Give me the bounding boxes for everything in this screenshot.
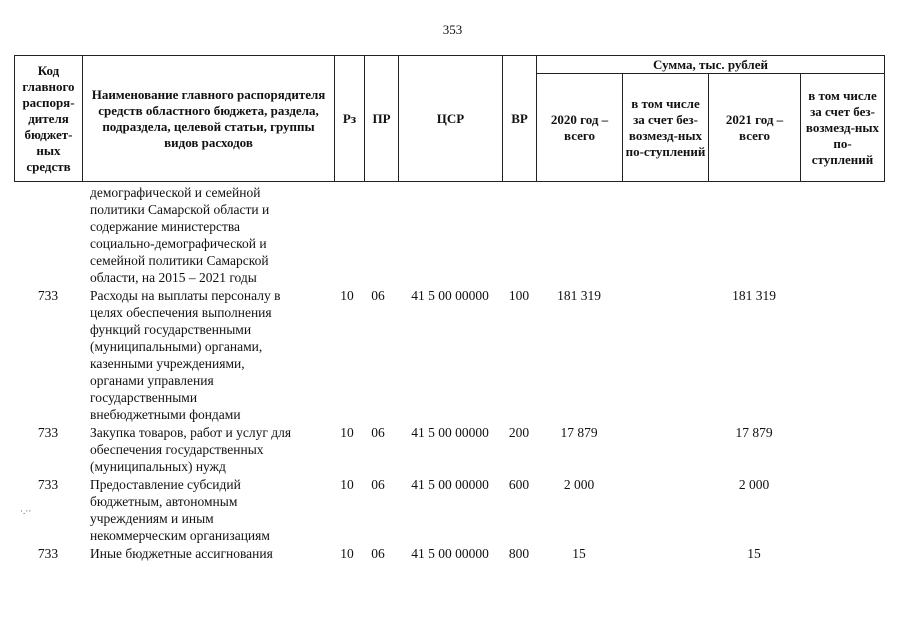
row-name: Предоставление субсидий бюджетным, автономным учреждениям и иным некоммерческим организациям xyxy=(90,477,270,543)
header-pr: ПР xyxy=(365,56,399,182)
table-row xyxy=(14,287,884,424)
row-rz: 10 xyxy=(340,425,354,440)
row-code: 733 xyxy=(37,425,59,440)
header-rz: Рз xyxy=(335,56,365,182)
header-2021-total: 2021 год – всего xyxy=(709,74,801,182)
row-sum-2021: 2 000 xyxy=(738,477,770,492)
row-code: 733 xyxy=(37,477,59,492)
table-body xyxy=(14,184,884,565)
header-name: Наименование главного распорядителя средств областного бюджета, раздела, подраздела, целевой статьи, группы видов расходов xyxy=(83,56,335,182)
header-sum-group: Сумма, тыс. рублей xyxy=(537,56,885,74)
row-sum-2020: 2 000 xyxy=(563,477,595,492)
header-vr: ВР xyxy=(503,56,537,182)
table-row xyxy=(14,424,884,476)
row-rz: 10 xyxy=(340,477,354,492)
row-pr: 06 xyxy=(371,425,385,440)
row-rz: 10 xyxy=(340,546,354,561)
row-csr: 41 5 00 00000 xyxy=(411,546,489,561)
page-number: 353 xyxy=(442,22,463,37)
row-csr: 41 5 00 00000 xyxy=(411,288,489,303)
row-csr: 41 5 00 00000 xyxy=(411,425,489,440)
header-2020-free: в том числе за счет без-возмезд-ных по-ступлений xyxy=(623,74,709,182)
table-row xyxy=(14,476,884,545)
row-code: 733 xyxy=(37,546,59,561)
row-name: Закупка товаров, работ и услуг для обеспечения государственных (муниципальных) нужд xyxy=(90,425,292,474)
table-header xyxy=(14,55,885,182)
row-sum-2020: 15 xyxy=(572,546,586,561)
row-sum-2021: 15 xyxy=(747,546,761,561)
header-2021-free: в том числе за счет без-возмезд-ных по-ступлений xyxy=(801,74,885,182)
row-sum-2021: 181 319 xyxy=(732,288,776,303)
row-pr: 06 xyxy=(371,288,385,303)
header-code: Код главного распоря-дителя бюджет-ных средств xyxy=(15,56,83,182)
row-vr: 200 xyxy=(508,425,530,440)
row-vr: 100 xyxy=(508,288,530,303)
row-sum-2021: 17 879 xyxy=(735,425,773,440)
table-row xyxy=(14,545,884,565)
row-code: 733 xyxy=(37,288,59,303)
row-rz: 10 xyxy=(340,288,354,303)
row-vr: 800 xyxy=(508,546,530,561)
row-name: Иные бюджетные ассигнования xyxy=(90,546,273,561)
row-name: Расходы на выплаты персоналу в целях обеспечения выполнения функций государственными (муниципальными) органами, казенными учреждениями, органами управления государственными внебюджетными фондами xyxy=(90,288,281,422)
header-csr: ЦСР xyxy=(399,56,503,182)
row-name: демографической и семейной политики Самарской области и содержание министерства социально-демографической и семейной политики Самарской области, на 2015 – 2021 годы xyxy=(90,185,270,285)
header-2020-total: 2020 год – всего xyxy=(537,74,623,182)
row-sum-2020: 181 319 xyxy=(557,288,601,303)
row-pr: 06 xyxy=(371,477,385,492)
scan-mark: ·.·· xyxy=(20,506,32,516)
row-csr: 41 5 00 00000 xyxy=(411,477,489,492)
table-row xyxy=(14,184,884,287)
row-pr: 06 xyxy=(371,546,385,561)
row-vr: 600 xyxy=(508,477,530,492)
row-sum-2020: 17 879 xyxy=(560,425,598,440)
